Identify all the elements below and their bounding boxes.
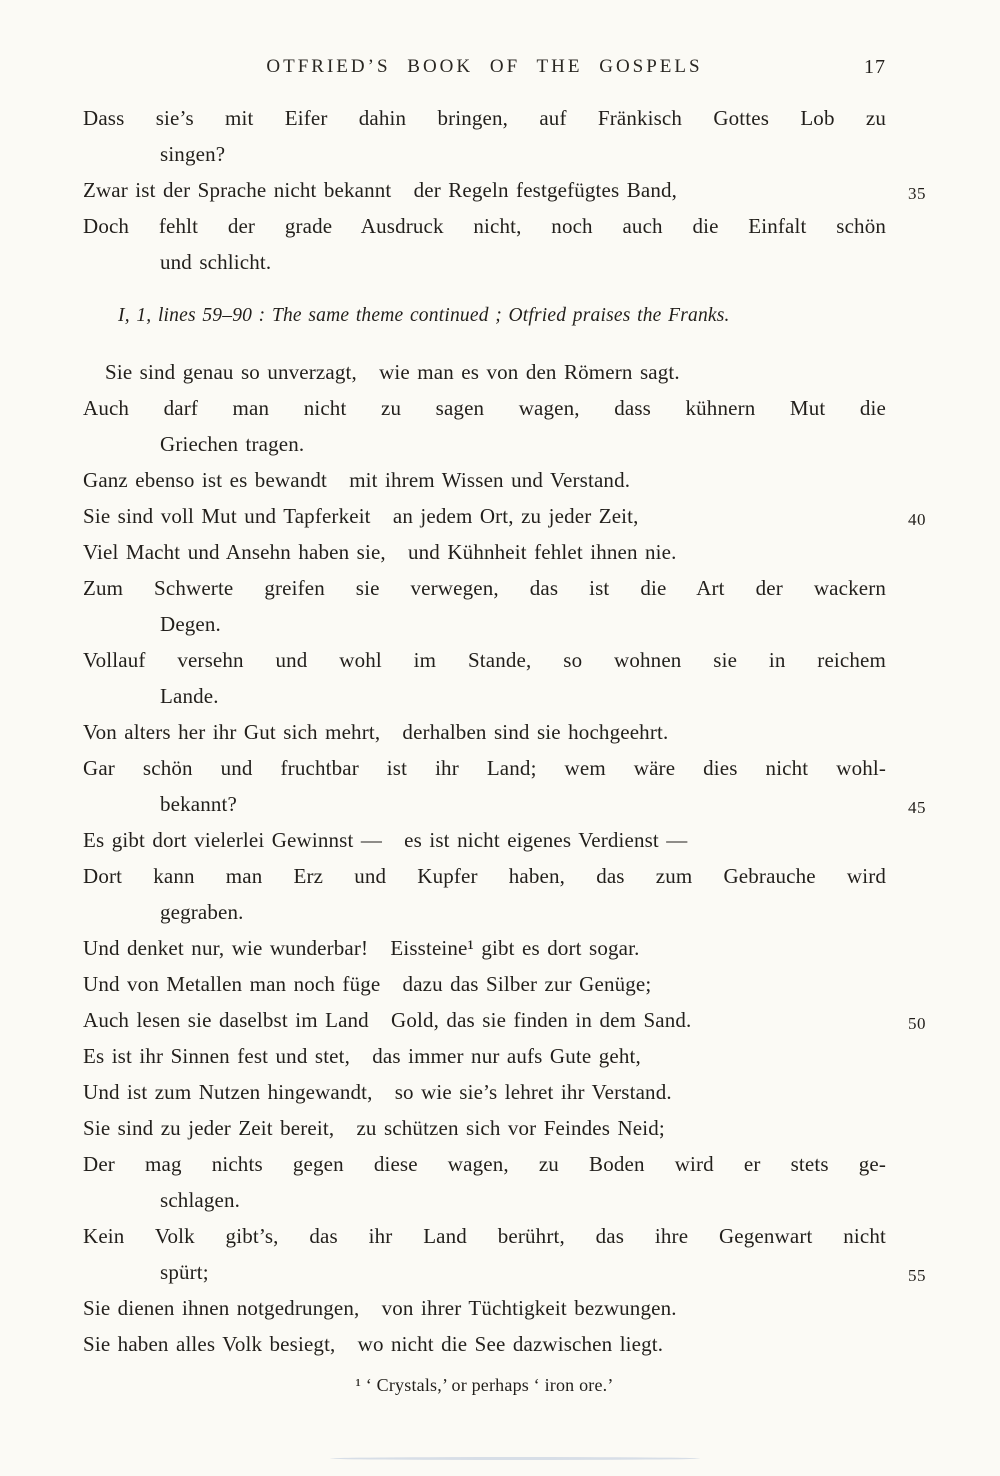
verse-line-text: und schlicht. xyxy=(160,250,272,274)
verse-line xyxy=(83,1254,926,1290)
verse-line-text: Von alters her ihr Gut sich mehrt, derhalben sind sie hochgeehrt. xyxy=(83,720,669,744)
verse-line-text: Und denket nur, wie wunderbar! Eissteine¹ gibt es dort sogar. xyxy=(83,936,640,960)
verse-line-text: Kein Volk gibt’s, das ihr Land berührt, das ihre Gegenwart nicht xyxy=(83,1224,886,1248)
verse-line-text: bekannt? xyxy=(160,792,237,816)
verse-line-text: Doch fehlt der grade Ausdruck nicht, noch auch die Einfalt schön xyxy=(83,214,886,238)
verse-line-text: Und von Metallen man noch füge dazu das Silber zur Genüge; xyxy=(83,972,652,996)
verse-line xyxy=(83,1146,886,1182)
verse-line-text: spürt; xyxy=(160,1260,209,1284)
verse-line xyxy=(83,750,886,786)
footnote: ¹ ‘ Crystals,’ or perhaps ‘ iron ore.’ xyxy=(355,1375,614,1395)
verse-line xyxy=(83,1002,926,1038)
verse-line-text: Sie sind zu jeder Zeit bereit, zu schützen sich vor Feindes Neid; xyxy=(83,1116,665,1140)
verse-line-text: gegraben. xyxy=(160,900,244,924)
verse-line xyxy=(83,354,886,390)
verse-line xyxy=(83,714,886,750)
verse-line-text: Sie sind genau so unverzagt, wie man es von den Römern sagt. xyxy=(105,360,680,384)
verse-line-text: Griechen tragen. xyxy=(160,432,305,456)
verse-line-text: Sie haben alles Volk besiegt, wo nicht die See dazwischen liegt. xyxy=(83,1332,664,1356)
verse-line xyxy=(83,534,886,570)
page-number: 17 xyxy=(864,56,886,78)
verse-line xyxy=(83,1038,886,1074)
verse-line xyxy=(83,136,886,172)
verse-line-text: Dass sie’s mit Eifer dahin bringen, auf Fränkisch Gottes Lob zu xyxy=(83,106,886,130)
verse-line-text: Gar schön und fruchtbar ist ihr Land; wem wäre dies nicht wohl- xyxy=(83,756,886,780)
verse-line xyxy=(83,894,886,930)
verse-line-text: Sie dienen ihnen notgedrungen, von ihrer Tüchtigkeit bezwungen. xyxy=(83,1296,677,1320)
verse-line xyxy=(83,1182,886,1218)
line-number: 35 xyxy=(908,184,926,203)
verse-line-text: Der mag nichts gegen diese wagen, zu Boden wird er stets ge- xyxy=(83,1152,886,1176)
verse-line-text: Degen. xyxy=(160,612,221,636)
verse-line xyxy=(83,786,926,822)
verse-line-text: Und ist zum Nutzen hingewandt, so wie sie’s lehret ihr Verstand. xyxy=(83,1080,672,1104)
verse-line xyxy=(83,100,886,136)
line-number: 55 xyxy=(908,1266,926,1285)
verse-line xyxy=(83,642,886,678)
verse-line-text: Zum Schwerte greifen sie verwegen, das ist die Art der wackern xyxy=(83,576,886,600)
verse-line-text: schlagen. xyxy=(160,1188,241,1212)
verse-line-text: Viel Macht und Ansehn haben sie, und Kühnheit fehlet ihnen nie. xyxy=(83,540,677,564)
verse-line xyxy=(83,498,926,534)
page-body xyxy=(83,100,926,1398)
verse-line-text: Auch lesen sie daselbst im Land Gold, das sie finden in dem Sand. xyxy=(83,1008,692,1032)
line-number: 50 xyxy=(908,1014,926,1033)
verse-block xyxy=(83,354,926,1362)
verse-line xyxy=(83,858,886,894)
verse-line xyxy=(83,1110,886,1146)
verse-line xyxy=(83,1218,886,1254)
verse-line-text: Lande. xyxy=(160,684,219,708)
page-header xyxy=(83,56,886,84)
verse-line-text: Dort kann man Erz und Kupfer haben, das zum Gebrauche wird xyxy=(83,864,886,888)
running-title: OTFRIED’S BOOK OF THE GOSPELS xyxy=(266,56,703,77)
verse-line xyxy=(83,678,886,714)
verse-line-text: Es gibt dort vielerlei Gewinnst — es ist nicht eigenes Verdienst — xyxy=(83,828,688,852)
verse-line xyxy=(83,172,926,208)
verse-line-text: Auch darf man nicht zu sagen wagen, dass kühnern Mut die xyxy=(83,396,886,420)
verse-line xyxy=(83,570,886,606)
verse-line xyxy=(83,208,886,244)
verse-line-text: Vollauf versehn und wohl im Stande, so wohnen sie in reichem xyxy=(83,648,886,672)
verse-line xyxy=(83,966,886,1002)
scan-artifact-line xyxy=(330,1457,700,1460)
section-heading: I, 1, lines 59–90 : The same theme continued ; Otfried praises the Franks. xyxy=(118,305,730,326)
verse-line-text: singen? xyxy=(160,142,226,166)
verse-line-text: Ganz ebenso ist es bewandt mit ihrem Wissen und Verstand. xyxy=(83,468,631,492)
verse-line xyxy=(83,1074,886,1110)
verse-line xyxy=(83,390,886,426)
verse-line xyxy=(83,822,886,858)
verse-line xyxy=(83,462,886,498)
verse-line xyxy=(83,244,886,280)
verse-line xyxy=(83,1290,886,1326)
verse-line-text: Sie sind voll Mut und Tapferkeit an jedem Ort, zu jeder Zeit, xyxy=(83,504,639,528)
verse-block xyxy=(83,100,926,280)
verse-line-text: Es ist ihr Sinnen fest und stet, das immer nur aufs Gute geht, xyxy=(83,1044,641,1068)
verse-line xyxy=(83,426,886,462)
verse-line-text: Zwar ist der Sprache nicht bekannt der Regeln festgefügtes Band, xyxy=(83,178,678,202)
verse-line xyxy=(83,930,886,966)
line-number: 40 xyxy=(908,510,926,529)
verse-line xyxy=(83,1326,886,1362)
verse-line xyxy=(83,606,886,642)
line-number: 45 xyxy=(908,798,926,817)
